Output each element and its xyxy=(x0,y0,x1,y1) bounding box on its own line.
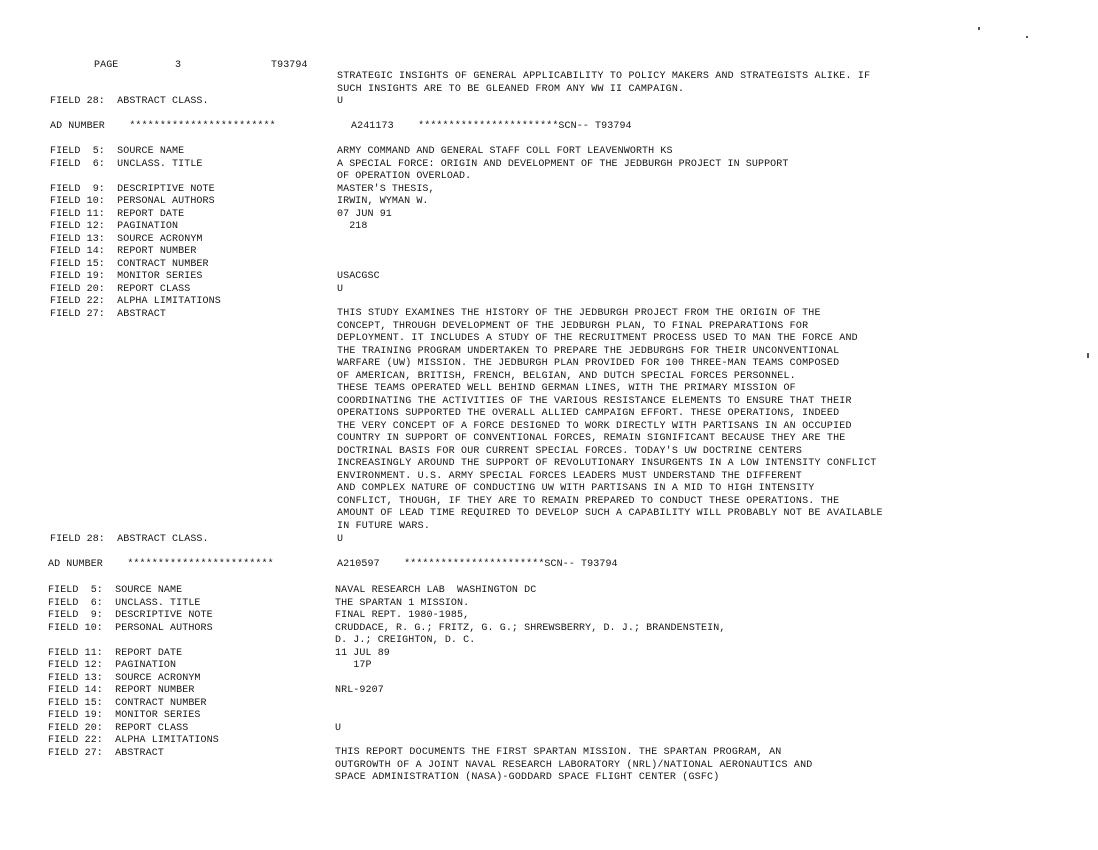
field-label: FIELD 12: PAGINATION xyxy=(50,221,179,232)
field-label: FIELD 22: ALPHA LIMITATIONS xyxy=(50,296,221,307)
abstract-line: THIS REPORT DOCUMENTS THE FIRST SPARTAN MISSION. THE SPARTAN PROGRAM, AN xyxy=(335,747,782,758)
field-value: U xyxy=(335,722,342,734)
continued-abstract-line: STRATEGIC INSIGHTS OF GENERAL APPLICABILITY TO POLICY MAKERS AND STRATEGISTS ALIKE. IF xyxy=(337,71,871,82)
field-value: MASTER'S THESIS, xyxy=(337,183,435,195)
abstract-line: THESE TEAMS OPERATED WELL BEHIND GERMAN LINES, WITH THE PRIMARY MISSION OF xyxy=(337,383,796,394)
abstract-line: THIS STUDY EXAMINES THE HISTORY OF THE JEDBURGH PROJECT FROM THE ORIGIN OF THE xyxy=(337,308,821,319)
field-label: FIELD 6: UNCLASS. TITLE xyxy=(50,158,203,170)
field-label: FIELD 6: UNCLASS. TITLE xyxy=(48,597,201,609)
abstract-line: ENVIRONMENT. U.S. ARMY SPECIAL FORCES LEADERS MUST UNDERSTAND THE DIFFERENT xyxy=(337,470,803,482)
field-label: FIELD 27: ABSTRACT xyxy=(48,747,164,759)
field-value: CRUDDACE, R. G.; FRITZ, G. G.; SHREWSBERRY, D. J.; BRANDENSTEIN, xyxy=(335,622,726,634)
field-value: U xyxy=(337,534,344,545)
scan-speck xyxy=(1026,36,1028,38)
abstract-line: WARFARE (UW) MISSION. THE JEDBURGH PLAN PROVIDED FOR 100 THREE-MAN TEAMS COMPOSED xyxy=(337,358,840,369)
field-label: FIELD 20: REPORT CLASS xyxy=(50,283,191,295)
abstract-line: COUNTRY IN SUPPORT OF CONVENTIONAL FORCES, REMAIN SIGNIFICANT BECAUSE THEY ARE THE xyxy=(337,433,846,444)
field-label: FIELD 15: CONTRACT NUMBER xyxy=(48,697,207,709)
field-label: FIELD 10: PERSONAL AUTHORS xyxy=(48,622,213,634)
field-value: ARMY COMMAND AND GENERAL STAFF COLL FORT LEAVENWORTH KS xyxy=(337,146,673,157)
field-value: NRL-9207 xyxy=(335,685,384,696)
field-label: FIELD 14: REPORT NUMBER xyxy=(50,246,197,257)
field-label: FIELD 14: REPORT NUMBER xyxy=(48,685,195,696)
field-label: FIELD 5: SOURCE NAME xyxy=(50,146,185,157)
report-id: T93794 xyxy=(271,60,308,71)
abstract-line: SPACE ADMINISTRATION (NASA)-GODDARD SPACE FLIGHT CENTER (GSFC) xyxy=(335,772,720,783)
field-label: FIELD 28: ABSTRACT CLASS. xyxy=(50,96,209,107)
field-label: FIELD 19: MONITOR SERIES xyxy=(50,271,203,282)
field-value: D. J.; CREIGHTON, D. C. xyxy=(335,635,476,646)
abstract-line: IN FUTURE WARS. xyxy=(337,520,431,532)
abstract-line: OPERATIONS SUPPORTED THE OVERALL ALLIED CAMPAIGN EFFORT. THESE OPERATIONS, INDEED xyxy=(337,408,840,419)
field-label: FIELD 12: PAGINATION xyxy=(48,660,177,671)
field-label: FIELD 11: REPORT DATE xyxy=(50,208,185,220)
field-label: FIELD 20: REPORT CLASS xyxy=(48,722,189,734)
abstract-line: DEPLOYMENT. IT INCLUDES A STUDY OF THE RECRUITMENT PROCESS USED TO MAN THE FORCE AND xyxy=(337,333,858,344)
ad-number-label: AD NUMBER ************************ xyxy=(50,121,276,132)
abstract-line: THE VERY CONCEPT OF A FORCE DESIGNED TO WORK DIRECTLY WITH PARTISANS IN AN OCCUPIED xyxy=(337,420,852,432)
field-value: 07 JUN 91 xyxy=(337,208,392,220)
field-label: FIELD 9: DESCRIPTIVE NOTE xyxy=(48,610,213,621)
field-value: FINAL REPT. 1980-1985, xyxy=(335,610,470,621)
field-value: IRWIN, WYMAN W. xyxy=(337,196,429,207)
field-label: FIELD 28: ABSTRACT CLASS. xyxy=(50,534,209,545)
field-label: FIELD 19: MONITOR SERIES xyxy=(48,710,201,721)
field-label: FIELD 10: PERSONAL AUTHORS xyxy=(50,196,215,207)
abstract-line: DOCTRINAL BASIS FOR OUR CURRENT SPECIAL FORCES. TODAY'S UW DOCTRINE CENTERS xyxy=(337,445,803,457)
field-value: 17P xyxy=(335,660,372,671)
continued-abstract-line: SUCH INSIGHTS ARE TO BE GLEANED FROM ANY WW II CAMPAIGN. xyxy=(337,83,685,95)
field-label: FIELD 13: SOURCE ACRONYM xyxy=(50,233,203,245)
field-label: FIELD 15: CONTRACT NUMBER xyxy=(50,258,209,270)
abstract-line: THE TRAINING PROGRAM UNDERTAKEN TO PREPARE THE JEDBURGHS FOR THEIR UNCONVENTIONAL xyxy=(337,345,840,357)
abstract-line: INCREASINGLY AROUND THE SUPPORT OF REVOLUTIONARY INSURGENTS IN A LOW INTENSITY CONFLICT xyxy=(337,458,877,469)
field-value: OF OPERATION OVERLOAD. xyxy=(337,171,472,182)
scan-speck xyxy=(1087,353,1089,358)
field-value: U xyxy=(337,96,344,107)
field-value: USACGSC xyxy=(337,271,380,282)
ad-number-label: AD NUMBER ************************ xyxy=(48,559,274,570)
field-label: FIELD 22: ALPHA LIMITATIONS xyxy=(48,735,219,746)
abstract-line: AND COMPLEX NATURE OF CONDUCTING UW WITH PARTISANS IN A MID TO HIGH INTENSITY xyxy=(337,483,815,494)
abstract-line: OF AMERICAN, BRITISH, FRENCH, BELGIAN, AND DUTCH SPECIAL FORCES PERSONNEL. xyxy=(337,370,796,382)
field-label: FIELD 5: SOURCE NAME xyxy=(48,585,183,596)
field-label: FIELD 27: ABSTRACT xyxy=(50,308,166,320)
abstract-line: CONFLICT, THOUGH, IF THEY ARE TO REMAIN PREPARED TO CONDUCT THESE OPERATIONS. THE xyxy=(337,495,840,507)
scan-speck xyxy=(978,27,980,30)
ad-number-value: A241173 ***********************SCN-- T93794 xyxy=(351,121,632,132)
field-value: 218 xyxy=(337,221,368,232)
abstract-line: AMOUNT OF LEAD TIME REQUIRED TO DEVELOP SUCH A CAPABILITY WILL PROBABLY NOT BE AVAILABLE xyxy=(337,508,883,519)
abstract-line: OUTGROWTH OF A JOINT NAVAL RESEARCH LABORATORY (NRL)/NATIONAL AERONAUTICS AND xyxy=(335,759,813,771)
field-value: U xyxy=(337,283,344,295)
field-value: A SPECIAL FORCE: ORIGIN AND DEVELOPMENT OF THE JEDBURGH PROJECT IN SUPPORT xyxy=(337,158,789,170)
page-number: 3 xyxy=(175,60,182,71)
field-value: 11 JUL 89 xyxy=(335,647,390,659)
field-label: FIELD 13: SOURCE ACRONYM xyxy=(48,672,201,684)
field-value: NAVAL RESEARCH LAB WASHINGTON DC xyxy=(335,585,537,596)
field-label: FIELD 9: DESCRIPTIVE NOTE xyxy=(50,183,215,195)
abstract-line: CONCEPT, THROUGH DEVELOPMENT OF THE JEDBURGH PLAN, TO FINAL PREPARATIONS FOR xyxy=(337,320,809,332)
field-label: FIELD 11: REPORT DATE xyxy=(48,647,183,659)
field-value: THE SPARTAN 1 MISSION. xyxy=(335,597,470,609)
ad-number-value: A210597 ***********************SCN-- T93794 xyxy=(337,559,618,570)
abstract-line: COORDINATING THE ACTIVITIES OF THE VARIOUS RESISTANCE ELEMENTS TO ENSURE THAT THEIR xyxy=(337,395,852,407)
page-label: PAGE xyxy=(94,60,119,71)
